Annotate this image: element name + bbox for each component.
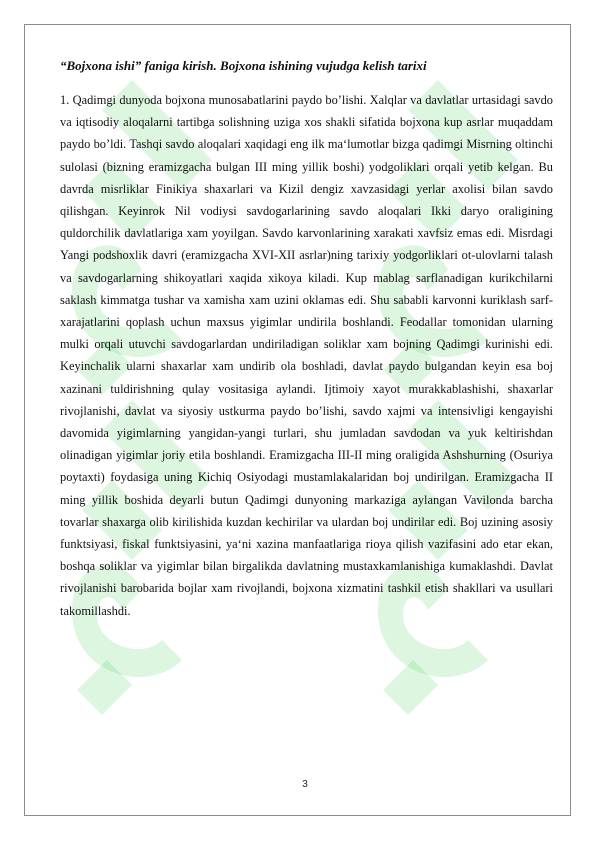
- page-title: “Bojxona ishi” faniga kirish. Bojxona ishining vujudga kelish tarixi: [60, 58, 427, 73]
- page-number: 3: [302, 779, 308, 790]
- body-paragraph: 1. Qadimgi dunyoda bojxona munosabatlarini paydo bo’lishi. Xalqlar va davlatlar urtasidagi savdo va iqtisodiy aloqalarni tartibga solishning uziga xos shakli sifatida bojxona kup asrlar muqaddam paydo bo’ldi. Tashqi savdo aloqalari xaqidagi eng ilk maʻlumotlar bizga qadimgi Misrning oltinchi sulolasi (bizning eramizgacha bulgan III ming yillik boshi) yodgoliklari orqali yetib kelgan. Bu davrda misrliklar Finikiya shaxarlari va Kizil dengiz xavzasidagi yerlar axolisi bilan savdo qilishgan. Keyinrok Nil vodiysi savdogarlarining savdo aloqalari Ikki daryo oraligining quldorchilik davlatlariga xam yoyilgan. Savdo karvonlarining xarakati xavfsiz emas edi. Misrdagi Yangi podshoxlik davri (eramizgacha XVI-XII asrlar)ning tarixiy yodgorliklari ot-ulovlarni talash va savdogarlarning shikoyatlari xaqida xikoya kiladi. Kup mablag sarflanadigan kurikchilarni saklash kimmatga tushar va xamisha xam uzini oklamas edi. Shu sababli karvonni kuriklash sarf-xarajatlarini qoplash uchun maxsus yigimlar undirila boshlandi. Feodallar tomonidan ularning mulki orqali utuvchi savdogarlardan undiriladigan soliklar xam bojning Qadimgi kurinishi edi. Keyinchalik ularni shaxarlar xam undirib ola boshladi, davlat paydo bulgandan keyin esa boj xazinani tuldirishning qulay vositasiga aylandi. Ijtimoiy xayot murakkablashishi, shaxarlar rivojlanishi, davlat va siyosiy ustkurma paydo bo’lishi, savdo xajmi va intensivligi kengayishi davomida yigimlarning yangidan-yangi turlari, shu jumladan savdodan va yuk keltirishdan olinadigan yigimlar joriy etila boshlandi. Eramizgacha III-II ming oraligida Ashshurning (Osuriya poytaxti) foydasiga uning Kichiq Osiyodagi mustamlakalaridan boj undirilgan. Eramizgacha II ming yillik boshida deyarli butun Qadimgi dunyoning markaziga aylangan Vavilonda barcha tovarlar shaxarga olib kirilishida kuzdan kechirilar va ulardan boj undirilar edi. Boj uzining asosiy funktsiyasi, fiskal funktsiyasini, yaʻni xazina manfaatlariga rioya qilish vazifasini ado etar ekan, boshqa soliklar va yigimlar bilan birgalikda davlatning mustaxkamlanishiga kumaklashdi. Davlat rivojlanishi barobarida bojlar xam rivojlandi, bojxona xizmatini tashkil etish shakllari va usullari takomillashdi.: [60, 93, 553, 618]
